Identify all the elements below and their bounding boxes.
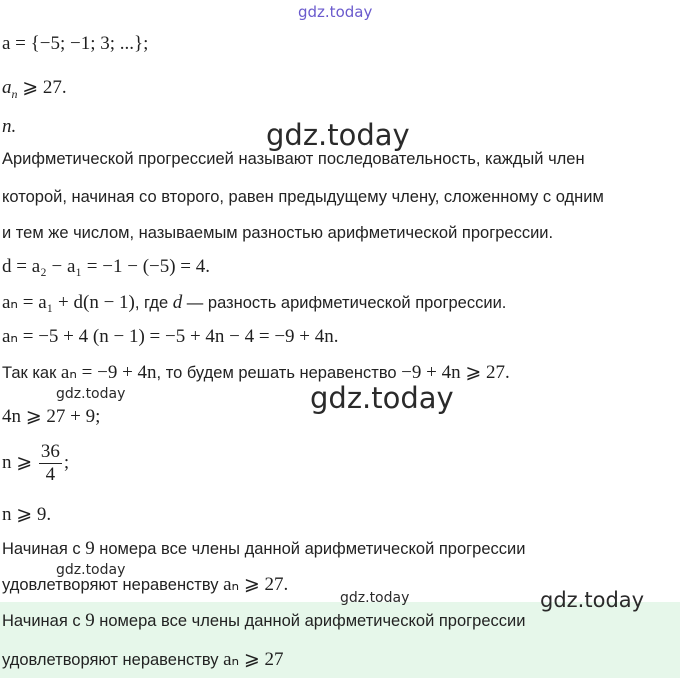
inequality-setup: Так как aₙ = −9 + 4n, то будем решать неравенство −9 + 4n ⩾ 27. [2, 362, 510, 383]
watermark-big: gdz.today [540, 588, 645, 612]
watermark-small: gdz.today [56, 562, 126, 578]
definition-line-2: которой, начиная со второго, равен предыдущему члену, сложенному с одним [2, 188, 604, 206]
condition-line: $a_n$ ⩾ 27. [2, 77, 67, 101]
sequence-line: a = {−5; −1; 3; ...}; [2, 33, 149, 54]
answer-line-1: Начиная с 9 номера все члены данной арифметической прогрессии [2, 610, 526, 631]
definition-line-3: и тем же числом, называемым разностью арифметической прогрессии. [2, 224, 554, 242]
general-term-line: aₙ = a₁ + d(n − 1), где d — разность арифметической прогрессии. [2, 292, 507, 313]
inequality-step-1: 4n ⩾ 27 + 9; [2, 406, 101, 427]
conclusion-line-2: удовлетворяют неравенству aₙ ⩾ 27. [2, 574, 289, 595]
difference-formula: d = a₂ − a₁ = −1 − (−5) = 4. [2, 256, 211, 277]
find-n-line: n. [2, 116, 17, 137]
general-term-calc: aₙ = −5 + 4 (n − 1) = −5 + 4n − 4 = −9 + 4n. [2, 326, 339, 347]
watermark-big: gdz.today [310, 381, 454, 415]
inequality-step-3: n ⩾ 9. [2, 504, 52, 525]
fraction: $\frac{36}{4}$ [40, 441, 60, 485]
answer-line-2: удовлетворяют неравенству aₙ ⩾ 27 [2, 649, 284, 670]
definition-line-1: Арифметической прогрессией называют последовательность, каждый член [2, 150, 585, 168]
conclusion-line-1: Начиная с 9 номера все члены данной арифметической прогрессии [2, 538, 526, 559]
watermark-small: gdz.today [56, 386, 126, 402]
inequality-step-2: n ⩾ $\frac{36}{4}$ ; [2, 441, 70, 485]
watermark-small: gdz.today [340, 590, 410, 606]
watermark-big: gdz.today [266, 118, 410, 152]
watermark-top: gdz.today [298, 3, 373, 21]
